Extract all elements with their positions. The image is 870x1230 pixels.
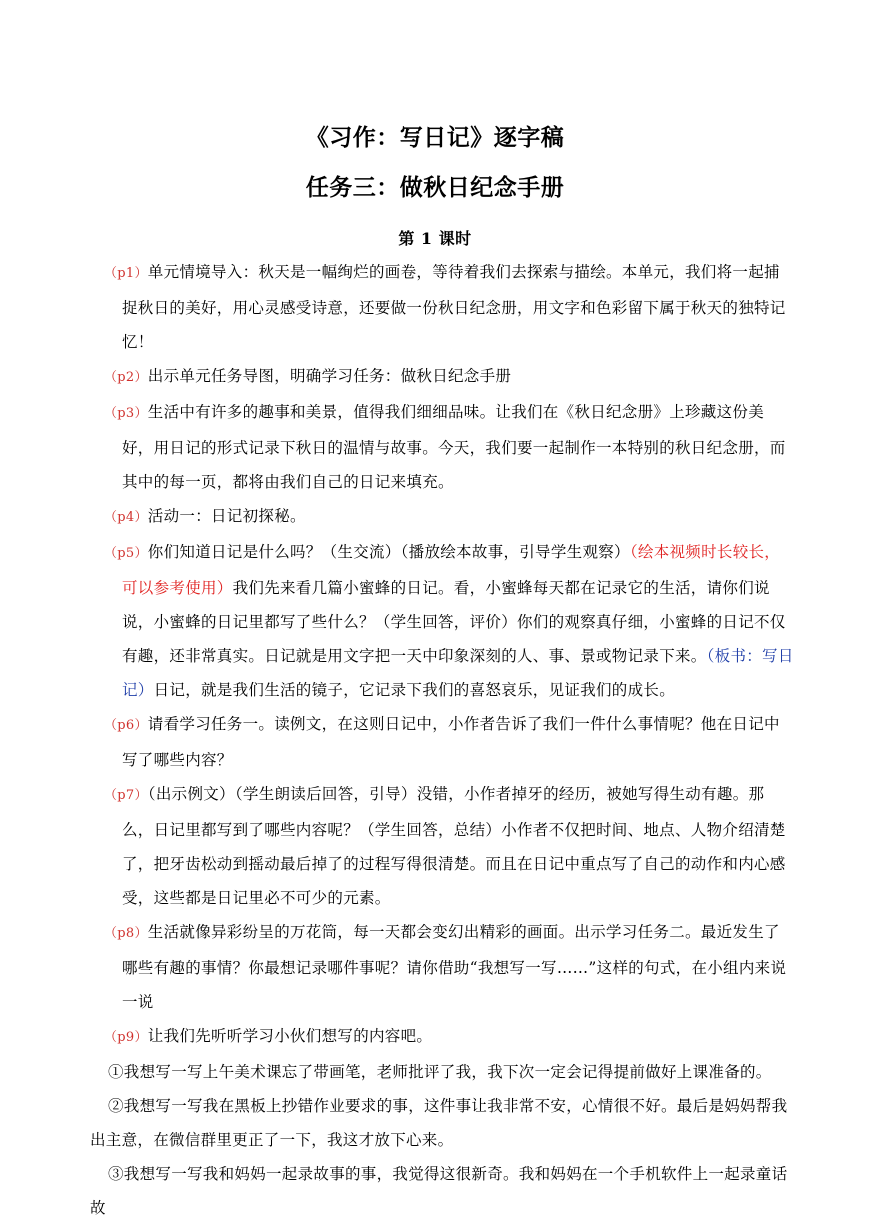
paragraph-text: 活动一：日记初探秘。 xyxy=(147,507,306,525)
board-note-blue: （板书：写日记） xyxy=(122,647,794,699)
document-title: 《习作：写日记》逐字稿 xyxy=(305,124,565,151)
paragraph-number: （p2） xyxy=(104,370,148,385)
teacher-note-red: （绘本视频时长较长，可以参考使用） xyxy=(122,543,781,597)
paragraph-text: 让我们先听听学习小伙们想写的内容吧。 xyxy=(147,1027,433,1045)
example-sentence-1: ①我想写一写上午美术课忘了带画笔，老师批评了我，我下次一定会记得提前做好上课准备的。 xyxy=(108,1063,772,1081)
lesson-heading: 第 1 课时 xyxy=(398,229,472,248)
paragraph-number: （p4） xyxy=(104,510,148,525)
paragraph-p6 xyxy=(104,707,794,777)
paragraph-text: 你们知道日记是什么吗？（生交流）（播放绘本故事，引导学生观察） xyxy=(147,543,630,561)
paragraph-number: （p1） xyxy=(104,266,148,281)
paragraph-p9 xyxy=(104,1019,794,1055)
document-subtitle: 任务三：做秋日纪念手册 xyxy=(305,174,565,201)
paragraph-p1 xyxy=(104,255,794,359)
paragraph-number: （p8） xyxy=(104,926,148,941)
paragraph-number: （p6） xyxy=(104,718,148,733)
paragraph-p8 xyxy=(104,915,794,1019)
paragraph-text: （出示例文）（学生朗读后回答，引导）没错，小作者掉牙的经历，被她写得生动有趣。那么，日记里都写到了哪些内容呢？（学生回答，总结）小作者不仅把时间、地点、人物介绍清楚了，把牙齿松动到摇动最后掉了的过程写得很清楚。而且在日记中重点写了自己的动作和内心感受，这些都是日记里必不可少的元素。 xyxy=(122,785,786,907)
paragraph-number: （p7） xyxy=(104,788,148,803)
paragraph-text: 请看学习任务一。读例文，在这则日记中，小作者告诉了我们一件什么事情呢？他在日记中写了哪些内容？ xyxy=(122,715,780,769)
paragraph-text: 我们先来看几篇小蜜蜂的日记。看，小蜜蜂每天都在记录它的生活，请你们说说，小蜜蜂的日记里都写了些什么？（学生回答，评价）你们的观察真仔细，小蜜蜂的日记不仅有趣，还非常真实。日记就是用文字把一天中印象深刻的人、事、景或物记录下来。 xyxy=(122,579,786,665)
paragraph-p3 xyxy=(104,395,794,499)
script-body xyxy=(90,255,794,1225)
paragraph-text: 生活中有许多的趣事和美景，值得我们细细品味。让我们在《秋日纪念册》上珍藏这份美好，用日记的形式记录下秋日的温情与故事。今天，我们要一起制作一本特别的秋日纪念册，而其中的每一页，都将由我们自己的日记来填充。 xyxy=(122,403,786,491)
paragraph-number: （p3） xyxy=(104,406,148,421)
paragraph-text: 日记，就是我们生活的镜子，它记录下我们的喜怒哀乐，见证我们的成长。 xyxy=(153,681,676,699)
paragraph-text: 出示单元任务导图，明确学习任务：做秋日纪念手册 xyxy=(147,367,512,385)
paragraph-p7 xyxy=(104,777,794,915)
example-sentence-2: ②我想写一写我在黑板上抄错作业要求的事，这件事让我非常不安，心情很不好。最后是妈妈帮我出主意，在微信群里更正了一下，我这才放下心来。 xyxy=(90,1097,788,1149)
paragraph-text: 生活就像异彩纷呈的万花筒，每一天都会变幻出精彩的画面。出示学习任务二。最近发生了哪些有趣的事情？你最想记录哪件事呢？请你借助“我想写一写……”这样的句式，在小组内来说一说 xyxy=(122,923,787,1011)
paragraph-number: （p9） xyxy=(104,1030,148,1045)
paragraph-p4 xyxy=(104,499,794,535)
example-sentence-3: ③我想写一写我和妈妈一起录故事的事，我觉得这很新奇。我和妈妈在一个手机软件上一起录童话故 xyxy=(90,1165,788,1217)
paragraph-p5 xyxy=(104,535,794,707)
paragraph-text: 单元情境导入：秋天是一幅绚烂的画卷，等待着我们去探索与描绘。本单元，我们将一起捕捉秋日的美好，用心灵感受诗意，还要做一份秋日纪念册，用文字和色彩留下属于秋天的独特记忆！ xyxy=(122,263,786,351)
paragraph-number: （p5） xyxy=(104,546,148,561)
paragraph-p2 xyxy=(104,359,794,395)
